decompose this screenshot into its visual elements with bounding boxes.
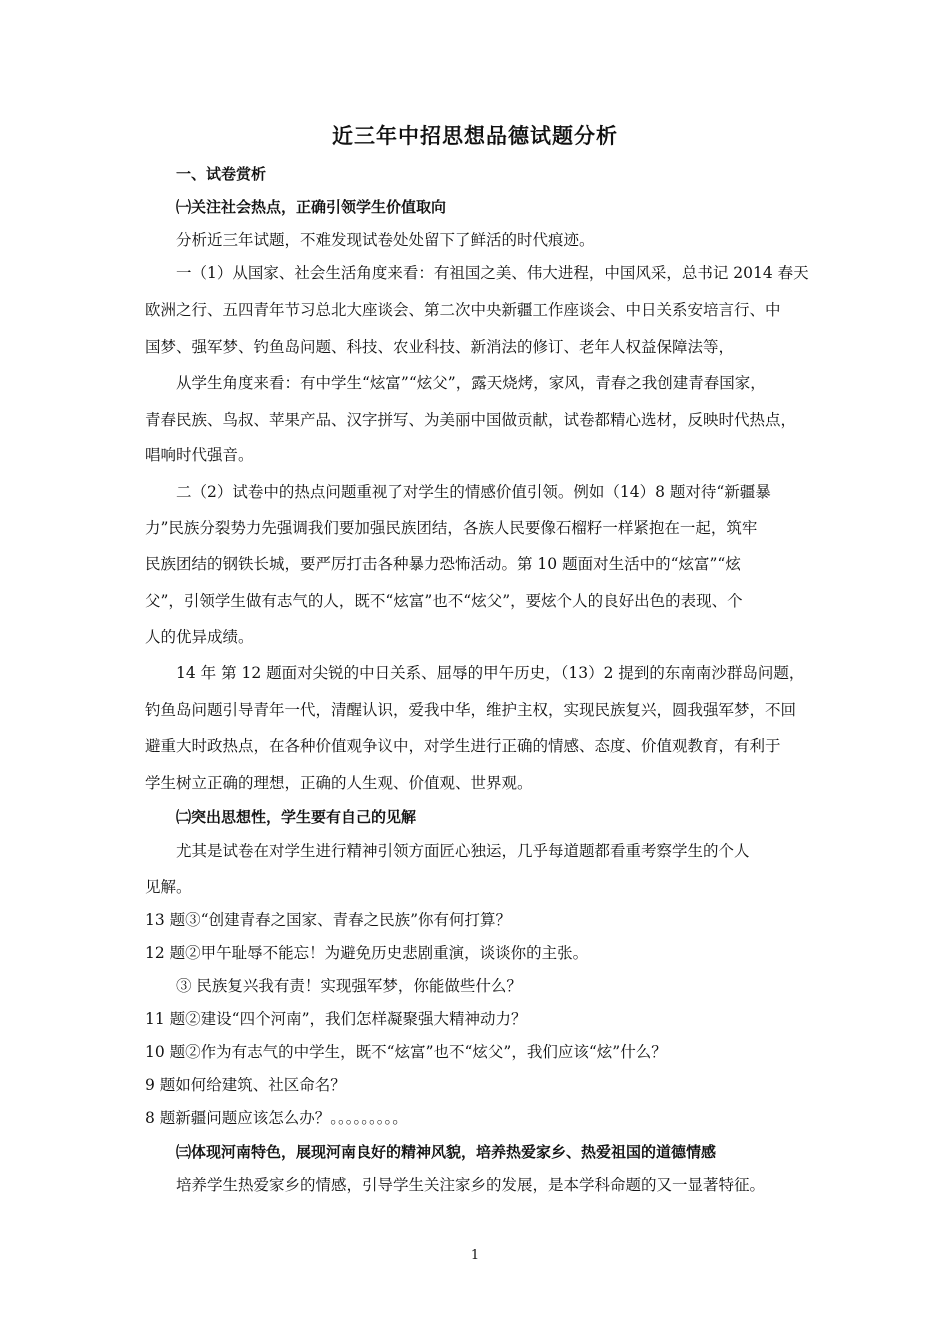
paragraph-line: 欧洲之行、五四青年节习总北大座谈会、第二次中央新疆工作座谈会、中日关系安培言行、中 bbox=[145, 301, 781, 319]
paragraph-line: 父”，引领学生做有志气的人，既不“炫富”也不“炫父”，要炫个人的良好出色的表现、个 bbox=[145, 592, 743, 610]
subsection-heading-1: ㈠关注社会热点，正确引领学生价值取向 bbox=[176, 198, 447, 216]
question-line: 11 题②建设“四个河南”，我们怎样凝聚强大精神动力？ bbox=[145, 1010, 527, 1028]
section-heading-1: 一、试卷赏析 bbox=[176, 165, 267, 183]
question-line: ③ 民族复兴我有责！实现强军梦，你能做些什么？ bbox=[176, 977, 522, 995]
paragraph-line: 从学生角度来看：有中学生“炫富”“炫父”，露天烧烤，家风，青春之我创建青春国家， bbox=[176, 374, 766, 392]
subsection-heading-2: ㈡突出思想性，学生要有自己的见解 bbox=[176, 808, 417, 826]
paragraph-line: 青春民族、鸟叔、苹果产品、汉字拼写、为美丽中国做贡献，试卷都精心选材，反映时代热点， bbox=[145, 411, 797, 429]
paragraph-line: 钓鱼岛问题引导青年一代，清醒认识，爱我中华，维护主权，实现民族复兴，圆我强军梦，不回 bbox=[145, 701, 797, 719]
paragraph-line: 避重大时政热点，在各种价值观争议中，对学生进行正确的情感、态度、价值观教育，有利于 bbox=[145, 737, 781, 755]
paragraph-line: 14 年 第 12 题面对尖锐的中日关系、屈辱的甲午历史，（13）2 提到的东南南沙群岛问题， bbox=[176, 664, 805, 682]
paragraph-line: 尤其是试卷在对学生进行精神引领方面匠心独运，几乎每道题都看重考察学生的个人 bbox=[176, 842, 750, 860]
paragraph-line: 唱响时代强音。 bbox=[145, 446, 254, 464]
question-line: 13 题③“创建青春之国家、青春之民族”你有何打算？ bbox=[145, 911, 511, 929]
paragraph-line: 人的优异成绩。 bbox=[145, 628, 254, 646]
question-line: 12 题②甲午耻辱不能忘！为避免历史悲剧重演，谈谈你的主张。 bbox=[145, 944, 589, 962]
paragraph-line: 力”民族分裂势力先强调我们要加强民族团结，各族人民要像石榴籽一样紧抱在一起，筑牢 bbox=[145, 519, 758, 537]
paragraph-line: 培养学生热爱家乡的情感，引导学生关注家乡的发展，是本学科命题的又一显著特征。 bbox=[176, 1176, 766, 1194]
question-line: 10 题②作为有志气的中学生，既不“炫富”也不“炫父”，我们应该“炫”什么？ bbox=[145, 1043, 667, 1061]
paragraph-line: 民族团结的钢铁长城，要严厉打击各种暴力恐怖活动。第 10 题面对生活中的“炫富”“炫 bbox=[145, 555, 741, 573]
document-title: 近三年中招思想品德试题分析 bbox=[332, 124, 618, 148]
subsection-heading-3: ㈢体现河南特色，展现河南良好的精神风貌，培养热爱家乡、热爱祖国的道德情感 bbox=[176, 1143, 717, 1161]
paragraph-line: 学生树立正确的理想，正确的人生观、价值观、世界观。 bbox=[145, 774, 533, 792]
page-number: 1 bbox=[470, 1248, 480, 1263]
paragraph-line: 一（1）从国家、社会生活角度来看：有祖国之美、伟大进程，中国风采，总书记 2014 春天 bbox=[176, 264, 809, 282]
paragraph-line: 国梦、强军梦、钓鱼岛问题、科技、农业科技、新消法的修订、老年人权益保障法等， bbox=[145, 338, 735, 356]
question-line: 9 题如何给建筑、社区命名？ bbox=[145, 1076, 346, 1094]
question-line: 8 题新疆问题应该怎么办？。。。。。。。。。 bbox=[145, 1109, 408, 1127]
paragraph-line: 分析近三年试题，不难发现试卷处处留下了鲜活的时代痕迹。 bbox=[176, 231, 595, 249]
paragraph-line: 见解。 bbox=[145, 878, 192, 896]
paragraph-line: 二（2）试卷中的热点问题重视了对学生的情感价值引领。例如（14）8 题对待“新疆暴 bbox=[176, 483, 771, 501]
